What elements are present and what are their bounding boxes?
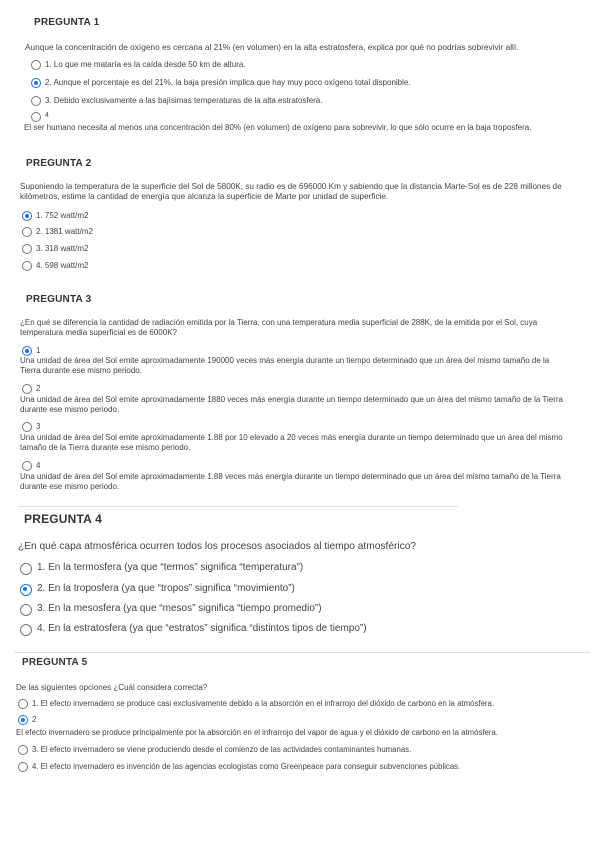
radio-icon[interactable] xyxy=(31,96,41,106)
radio-icon[interactable] xyxy=(22,422,32,432)
option-label: 3. 318 watt/m2 xyxy=(36,244,89,253)
question-5-option-2-text: El efecto invernadero se produce principalmente por la absorción en el infrarrojo del vapor de agua y el dióxido de carbono en la atmósfera. xyxy=(16,728,498,737)
question-2-stem: Suponiendo la temperatura de la superficie del Sol de 5800K, su radio es de 696000 Km y sabiendo que la distancia Marte-Sol es de 228 millones de kilómetros, estime la cantidad de energía que alcanza la superficie de Marte por unidad de superficie. xyxy=(20,182,562,201)
question-3-option-3[interactable] xyxy=(22,422,40,432)
question-4-option-2[interactable] xyxy=(20,583,295,596)
option-label: 1. En la termosfera (ya que “termos” significa “temperatura”) xyxy=(37,562,304,573)
question-3-option-4-text: Una unidad de área del Sol emite aproximadamente 1.88 veces más energía durante un tiempo determinado que un área del mismo tamaño de la Tierra durante ese mismo periodo. xyxy=(20,472,561,491)
radio-icon[interactable] xyxy=(22,461,32,471)
option-label: 3 xyxy=(36,422,41,431)
question-5-option-3[interactable] xyxy=(18,745,411,755)
question-5-option-4[interactable] xyxy=(18,762,460,772)
radio-icon[interactable] xyxy=(31,60,41,70)
question-2-option-3[interactable] xyxy=(22,244,88,254)
question-4-option-1[interactable] xyxy=(20,562,303,575)
question-3-option-1[interactable] xyxy=(22,346,40,356)
radio-icon[interactable] xyxy=(22,261,32,271)
radio-icon[interactable] xyxy=(22,384,32,394)
option-label: 2 xyxy=(36,384,41,393)
question-1-stem: Aunque la concentración de oxígeno es cercana al 21% (en volumen) en la alta estratosfera, explica por qué no podrías sobrevivir allí. xyxy=(25,42,519,52)
radio-icon[interactable] xyxy=(31,112,41,122)
option-label: 4. 598 watt/m2 xyxy=(36,261,89,270)
question-2-title: PREGUNTA 2 xyxy=(26,158,92,169)
radio-icon[interactable] xyxy=(18,699,28,709)
radio-icon[interactable] xyxy=(22,244,32,254)
option-label: 2 xyxy=(32,715,37,724)
option-label: 3. El efecto invernadero se viene produciendo desde el comienzo de las actividades contaminantes humanas. xyxy=(32,745,412,754)
option-label: 4 xyxy=(45,112,49,119)
radio-selected-icon[interactable] xyxy=(18,715,28,725)
question-5-title: PREGUNTA 5 xyxy=(22,657,88,668)
option-label: 4. El efecto invernadero es invención de las agencias ecologistas como Greenpeace para conseguir subvenciones públicas. xyxy=(32,762,461,771)
question-3-option-1-text: Una unidad de área del Sol emite aproximadamente 190000 veces más energía durante un tiempo determinado que un área del mismo tamaño de la Tierra durante ese mismo periodo. xyxy=(20,356,550,375)
question-1-option-1[interactable] xyxy=(31,60,246,70)
question-1-option-4[interactable] xyxy=(31,112,49,122)
radio-icon[interactable] xyxy=(20,563,32,575)
radio-selected-icon[interactable] xyxy=(31,78,41,88)
radio-icon[interactable] xyxy=(20,604,32,616)
option-label: 4. En la estratosfera (ya que “estratos” significa “distintos tipos de tiempo”) xyxy=(37,623,367,634)
question-3-title: PREGUNTA 3 xyxy=(26,294,92,305)
question-5-option-2[interactable] xyxy=(18,715,36,725)
option-label: 3. Debido exclusivamente a las bajísimas temperaturas de la alta estratosfera. xyxy=(45,96,323,105)
question-1-option-4-text: El ser humano necesita al menos una concentración del 80% (en volumen) de oxígeno para sobrevivir, lo que sólo ocurre en la baja troposfera. xyxy=(24,123,532,132)
question-3-stem: ¿En qué se diferencia la cantidad de radiación emitida por la Tierra, con una temperatura media superficial de 288K, de la emitida por el Sol, cuya temperatura media superficial es de 6000K? xyxy=(20,318,538,337)
radio-icon[interactable] xyxy=(18,745,28,755)
question-2-option-4[interactable] xyxy=(22,261,88,271)
question-3-option-4[interactable] xyxy=(22,461,40,471)
question-3-option-3-text: Una unidad de área del Sol emite aproximadamente 1.88 por 10 elevado a 20 veces más energía durante un tiempo determinado que un área del mismo tamaño de la Tierra durante ese mismo periodo. xyxy=(20,433,563,452)
option-label: 2. Aunque el porcentaje es del 21%, la baja presión implica que hay muy poco oxígeno total disponible. xyxy=(45,78,411,87)
question-4-stem: ¿En qué capa atmosférica ocurren todos los procesos asociados al tiempo atmosférico? xyxy=(18,541,417,552)
option-label: 2. 1381 watt/m2 xyxy=(36,227,93,236)
question-1-option-2[interactable] xyxy=(31,78,411,88)
radio-icon[interactable] xyxy=(18,762,28,772)
question-1-title: PREGUNTA 1 xyxy=(34,17,100,28)
option-label: 1. Lo que me mataría es la caída desde 50 km de altura. xyxy=(45,60,246,69)
divider xyxy=(18,506,458,507)
option-label: 3. En la mesosfera (ya que “mesos” significa “tiempo promedio”) xyxy=(37,603,322,614)
option-label: 1. El efecto invernadero se produce casi exclusivamente debido a la absorción en el infrarrojo del dióxido de carbono en la atmósfera. xyxy=(32,699,495,708)
option-label: 4 xyxy=(36,461,41,470)
question-2-option-2[interactable] xyxy=(22,227,93,237)
question-4-option-4[interactable] xyxy=(20,623,367,636)
radio-selected-icon[interactable] xyxy=(22,346,32,356)
radio-icon[interactable] xyxy=(22,227,32,237)
option-label: 2. En la troposfera (ya que “tropos” significa “movimiento”) xyxy=(37,583,295,594)
radio-icon[interactable] xyxy=(20,624,32,636)
radio-selected-icon[interactable] xyxy=(22,211,32,221)
option-label: 1 xyxy=(36,346,41,355)
question-3-option-2[interactable] xyxy=(22,384,40,394)
question-4-title: PREGUNTA 4 xyxy=(24,512,103,526)
question-3-option-2-text: Una unidad de área del Sol emite aproximadamente 1880 veces más energía durante un tiempo determinado que un área del mismo tamaño de la Tierra durante ese mismo periodo. xyxy=(20,395,563,414)
question-5-stem: De las siguientes opciones ¿Cuál considera correcta? xyxy=(16,683,208,692)
divider xyxy=(14,652,590,653)
question-4-option-3[interactable] xyxy=(20,603,322,616)
option-label: 1. 752 watt/m2 xyxy=(36,211,89,220)
question-2-option-1[interactable] xyxy=(22,211,88,221)
radio-selected-icon[interactable] xyxy=(20,584,32,596)
question-1-option-3[interactable] xyxy=(31,96,322,106)
question-5-option-1[interactable] xyxy=(18,699,494,709)
